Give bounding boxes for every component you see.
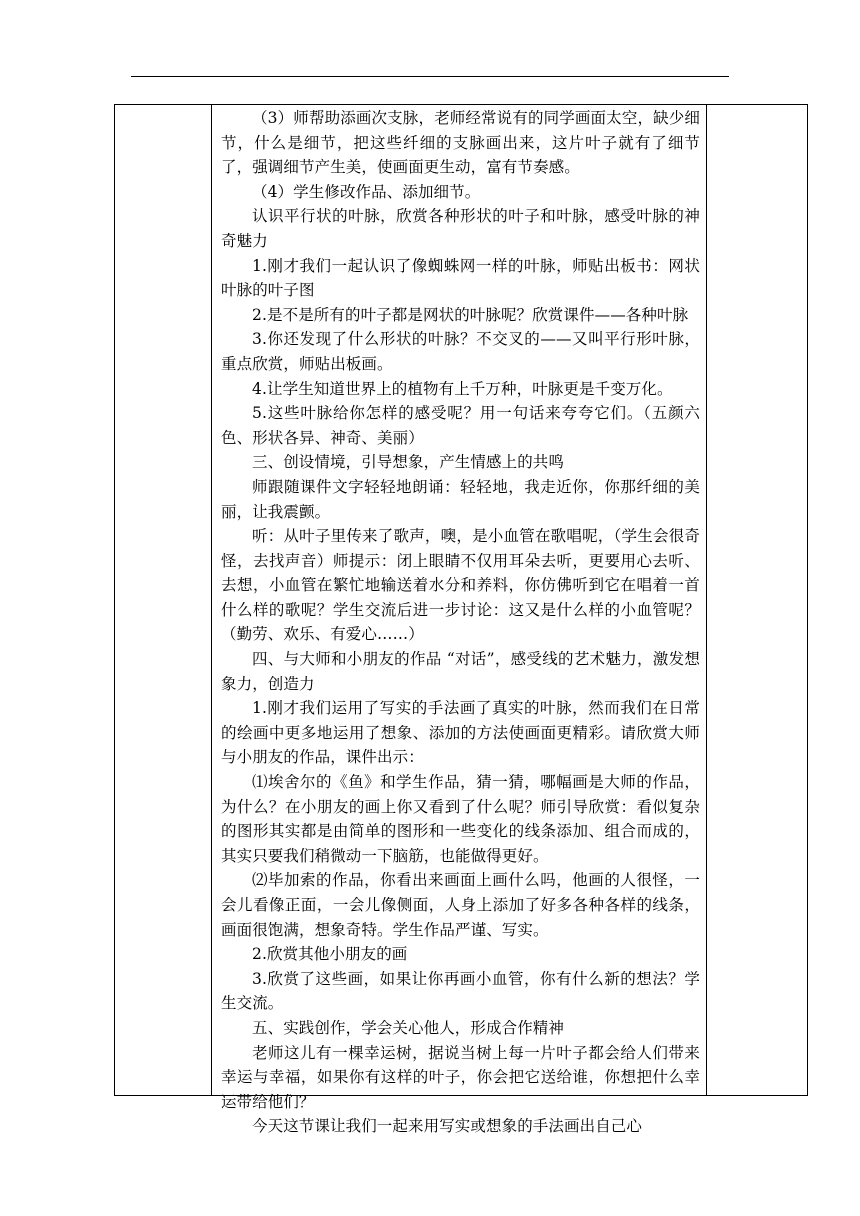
lesson-paragraph: 三、创设情境，引导想象，产生情感上的共鸣 [252,453,565,472]
left-column-cell [115,105,212,1095]
lesson-paragraph: 五、实践创作，学会关心他人，形成合作精神 [252,1018,565,1037]
right-column-cell [706,105,807,1095]
lesson-paragraph: 认识平行状的叶脉，欣赏各种形状的叶子和叶脉，感受叶脉的神奇魅力 [221,207,700,250]
lesson-paragraph: （4）学生修改作品、添加细节。 [252,182,481,201]
lesson-paragraph: 今天这节课让我们一起来用写实或想象的手法画出自己心 [252,1117,643,1136]
lesson-paragraph: 1.刚才我们运用了写实的手法画了真实的叶脉，然而我们在日常的绘画中更多地运用了想象、添加的方法使画面更精彩。请欣赏大师与小朋友的作品，课件出示： [221,699,700,767]
lesson-paragraph: ⑴埃舍尔的《鱼》和学生作品，猜一猜，哪幅画是大师的作品，为什么？在小朋友的画上你又看到了什么呢？师引导欣赏：看似复杂的图形其实都是由简单的图形和一些变化的线条添加、组合而成的，其实只要我们稍微动一下脑筋，也能做得更好。 [221,773,700,865]
lesson-paragraph: 5.这些叶脉给你怎样的感受呢？用一句话来夸夸它们。（五颜六色、形状各异、神奇、美丽） [221,404,700,447]
lesson-paragraph: （3）师帮助添画次支脉，老师经常说有的同学画面太空，缺少细节，什么是细节，把这些纤细的支脉画出来，这片叶子就有了细节了，强调细节产生美，使画面更生动，富有节奏感。 [221,109,700,177]
lesson-paragraph: 四、与大师和小朋友的作品 “对话”，感受线的艺术魅力，激发想象力，创造力 [221,650,700,693]
lesson-paragraph: 2.欣赏其他小朋友的画 [252,945,408,964]
header-rule [131,76,729,77]
lesson-paragraph: 师跟随课件文字轻轻地朗诵：轻轻地，我走近你，你那纤细的美丽，让我震颤。 [221,477,700,521]
lesson-table [114,104,808,1136]
lesson-paragraph: 2.是不是所有的叶子都是网状的叶脉呢？欣赏课件——各种叶脉 [252,305,689,324]
content-cell [212,105,706,1136]
lesson-paragraph: 3.你还发现了什么形状的叶脉？不交叉的——又叫平行形叶脉，重点欣赏，师贴出板画。 [221,330,700,373]
lesson-paragraph: 3.欣赏了这些画，如果让你再画小血管，你有什么新的想法？学生交流。 [221,969,700,1013]
lesson-paragraph: 老师这儿有一棵幸运树，据说当树上每一片叶子都会给人们带来幸运与幸福，如果你有这样的叶子，你会把它送给谁，你想把什么幸运带给他们？ [221,1043,700,1111]
lesson-paragraph: 1.刚才我们一起认识了像蜘蛛网一样的叶脉，师贴出板书：网状叶脉的叶子图 [221,256,700,300]
lesson-paragraph: 4.让学生知道世界上的植物有上千万种，叶脉更是千变万化。 [252,379,673,398]
lesson-paragraph: ⑵毕加索的作品，你看出来画面上画什么吗，他画的人很怪，一会儿看像正面，一会儿像侧面，人身上添加了好多各种各样的线条，画面很饱满，想象奇特。学生作品严谨、写实。 [221,871,700,939]
lesson-paragraph: 听：从叶子里传来了歌声，噢，是小血管在歌唱呢，（学生会很奇怪，去找声音）师提示：闭上眼睛不仅用耳朵去听，更要用心去听、去想，小血管在繁忙地输送着水分和养料，你仿佛听到它在唱着一首什么样的歌呢？学生交流后进一步讨论：这又是什么样的小血管呢？（勤劳、欢乐、有爱心……） [221,527,700,644]
